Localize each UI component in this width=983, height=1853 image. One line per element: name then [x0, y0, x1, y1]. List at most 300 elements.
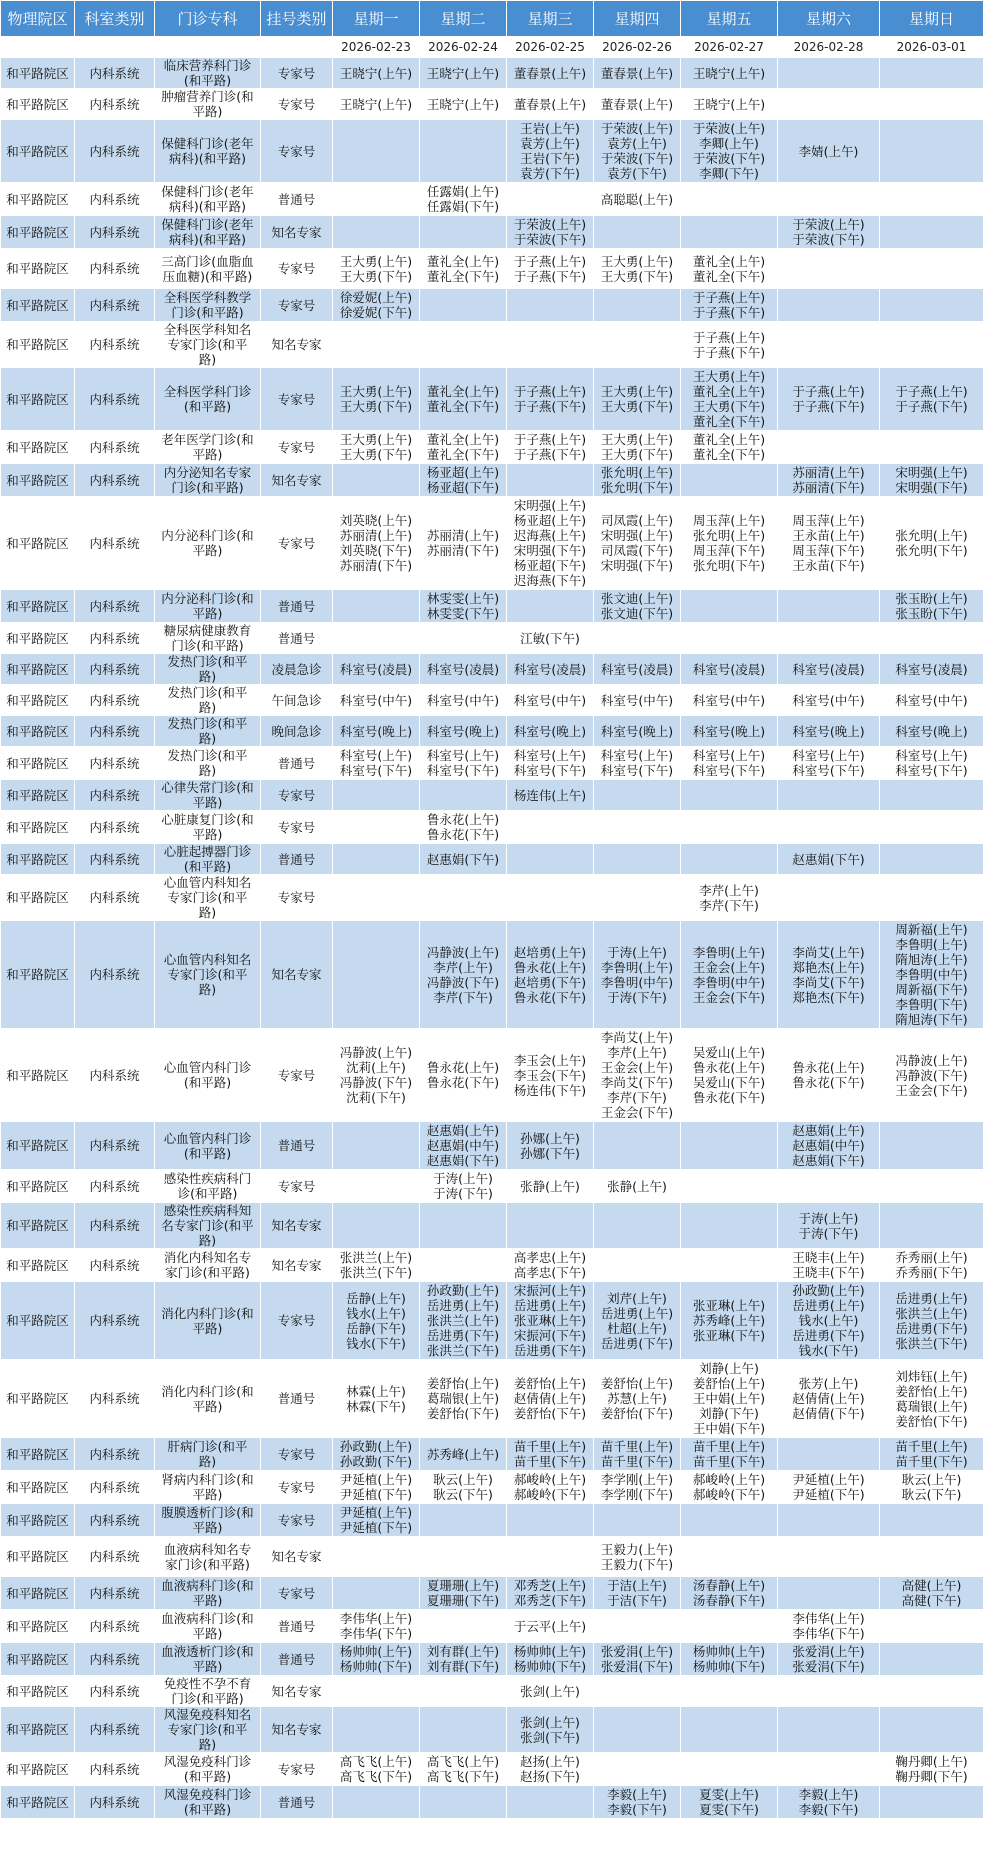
doctor-slot: 李尚艾(下午)	[792, 974, 865, 990]
schedule-cell-thursday	[594, 844, 681, 875]
doctor-slot: 于云平(上午)	[513, 1618, 587, 1634]
reg-type-cell: 专家号	[261, 497, 333, 590]
schedule-cell-tuesday	[420, 464, 507, 497]
schedule-cell-thursday	[594, 368, 681, 431]
schedule-cell-sunday	[880, 58, 983, 89]
schedule-cell-saturday	[778, 780, 880, 811]
schedule-cell-wednesday	[507, 1504, 594, 1537]
schedule-cell-tuesday	[420, 1676, 507, 1707]
doctor-slot: 林雯雯(上午)	[426, 591, 500, 606]
doctor-slot: 于涛(上午)	[607, 944, 667, 960]
doctor-slot: 张允明(下午)	[600, 480, 674, 495]
table-row	[1, 1122, 983, 1170]
schedule-cell-sunday	[880, 780, 983, 811]
campus-cell: 和平路院区	[1, 1504, 75, 1537]
doctor-slot: 于子燕(下午)	[513, 447, 587, 462]
reg-type-cell: 普通号	[261, 1786, 333, 1819]
doctor-slot: 赵惠娟(下午)	[426, 851, 500, 867]
doctor-slot: 姜舒怡(上午)	[426, 1376, 500, 1391]
doctor-slot: 张洪兰(下午)	[426, 1343, 500, 1358]
schedule-cell-friday	[681, 183, 778, 216]
reg-type-cell: 专家号	[261, 1282, 333, 1360]
schedule-cell-saturday	[778, 590, 880, 623]
doctor-slot: 尹延植(上午)	[792, 1472, 865, 1487]
service-cell: 心血管内科门诊(和平路)	[155, 1029, 261, 1122]
schedule-cell-wednesday	[507, 1610, 594, 1643]
campus-cell: 和平路院区	[1, 1643, 75, 1676]
doctor-slot: 李芹(上午)	[699, 882, 759, 898]
campus-cell: 和平路院区	[1, 1610, 75, 1643]
schedule-cell-wednesday	[507, 1203, 594, 1249]
schedule-cell-sunday	[880, 1707, 983, 1753]
schedule-cell-saturday	[778, 623, 880, 654]
doctor-slot: 李学刚(下午)	[600, 1487, 674, 1502]
date-row	[1, 37, 983, 58]
date-blank	[155, 37, 261, 58]
doctor-slot: 高孝忠(上午)	[513, 1250, 587, 1265]
doctor-slot: 于子燕(下午)	[792, 399, 865, 414]
schedule-cell-tuesday	[420, 497, 507, 590]
doctor-slot: 王晓宁(上午)	[339, 65, 413, 81]
schedule-cell-sunday	[880, 875, 983, 921]
doctor-slot: 科室号(中午)	[600, 692, 674, 708]
schedule-cell-saturday	[778, 464, 880, 497]
schedule-cell-saturday	[778, 1504, 880, 1537]
campus-cell: 和平路院区	[1, 780, 75, 811]
schedule-cell-saturday	[778, 875, 880, 921]
schedule-cell-friday	[681, 249, 778, 289]
table-row	[1, 1577, 983, 1610]
schedule-cell-wednesday	[507, 1360, 594, 1438]
doctor-slot: 于子燕(上午)	[513, 384, 587, 399]
service-cell: 内分泌科门诊(和平路)	[155, 590, 261, 623]
campus-cell: 和平路院区	[1, 1170, 75, 1203]
schedule-cell-wednesday	[507, 1122, 594, 1170]
category-cell: 内科系统	[75, 249, 155, 289]
doctor-slot: 张洪兰(下午)	[895, 1335, 968, 1351]
schedule-cell-wednesday	[507, 1170, 594, 1203]
doctor-slot: 科室号(凌晨)	[895, 661, 968, 677]
doctor-slot: 乔秀丽(下午)	[895, 1265, 968, 1280]
schedule-cell-tuesday	[420, 747, 507, 780]
reg-type-cell: 专家号	[261, 1577, 333, 1610]
date-wednesday: 2026-02-25	[507, 37, 594, 58]
date-monday: 2026-02-23	[333, 37, 420, 58]
doctor-slot: 王永苗(上午)	[792, 528, 865, 543]
schedule-cell-tuesday	[420, 431, 507, 464]
schedule-cell-sunday	[880, 1122, 983, 1170]
category-cell: 内科系统	[75, 623, 155, 654]
doctor-slot: 鞠丹卿(上午)	[895, 1754, 968, 1769]
schedule-cell-wednesday	[507, 1707, 594, 1753]
schedule-cell-thursday	[594, 1753, 681, 1786]
table-row	[1, 216, 983, 249]
schedule-cell-saturday	[778, 1610, 880, 1643]
reg-type-cell: 普通号	[261, 623, 333, 654]
schedule-cell-thursday	[594, 623, 681, 654]
doctor-slot: 李芹(下午)	[607, 1090, 667, 1105]
doctor-slot: 徐爱妮(下午)	[339, 305, 413, 320]
schedule-cell-monday	[333, 590, 420, 623]
doctor-slot: 赵惠娟(下午)	[792, 851, 865, 867]
doctor-slot: 李芹(下午)	[699, 897, 759, 913]
schedule-cell-tuesday	[420, 322, 507, 368]
doctor-slot: 林雯雯(下午)	[426, 606, 500, 621]
campus-cell: 和平路院区	[1, 685, 75, 716]
table-row	[1, 1707, 983, 1753]
schedule-cell-wednesday	[507, 1786, 594, 1819]
schedule-cell-friday	[681, 1610, 778, 1643]
doctor-slot: 高飞飞(下午)	[339, 1769, 413, 1784]
doctor-slot: 苏慧(上午)	[607, 1391, 667, 1406]
schedule-cell-wednesday	[507, 497, 594, 590]
reg-type-cell: 专家号	[261, 1029, 333, 1122]
doctor-slot: 科室号(中午)	[513, 692, 587, 708]
doctor-slot: 夏雯(下午)	[699, 1802, 759, 1817]
schedule-cell-wednesday	[507, 844, 594, 875]
doctor-slot: 王金会(下午)	[600, 1105, 674, 1120]
doctor-slot: 苗千里(上午)	[600, 1439, 674, 1454]
service-cell: 风湿免疫科门诊(和平路)	[155, 1786, 261, 1819]
doctor-slot: 徐爱妮(上午)	[339, 290, 413, 305]
doctor-slot: 高健(下午)	[901, 1593, 962, 1608]
table-row	[1, 249, 983, 289]
schedule-cell-friday	[681, 716, 778, 747]
doctor-slot: 科室号(中午)	[692, 692, 766, 708]
service-cell: 三高门诊(血脂血压血糖)(和平路)	[155, 249, 261, 289]
doctor-slot: 李婧(上午)	[798, 143, 859, 159]
doctor-slot: 赵惠娟(上午)	[792, 1123, 865, 1138]
doctor-slot: 赵倩倩(上午)	[513, 1391, 587, 1406]
category-cell: 内科系统	[75, 497, 155, 590]
doctor-slot: 岳进勇(下午)	[600, 1335, 674, 1351]
header-saturday: 星期六	[778, 1, 880, 37]
doctor-slot: 董礼全(下午)	[426, 268, 500, 284]
schedule-cell-saturday	[778, 289, 880, 322]
category-cell: 内科系统	[75, 464, 155, 497]
campus-cell: 和平路院区	[1, 58, 75, 89]
campus-cell: 和平路院区	[1, 89, 75, 120]
doctor-slot: 张静(上午)	[607, 1178, 667, 1194]
doctor-slot: 李鲁明(中午)	[692, 974, 766, 990]
doctor-slot: 王大勇(上午)	[339, 384, 413, 399]
reg-type-cell: 专家号	[261, 811, 333, 844]
doctor-slot: 张亚琳(上午)	[513, 1313, 587, 1328]
doctor-slot: 钱水(下午)	[798, 1343, 859, 1358]
doctor-slot: 董礼全(下午)	[426, 447, 500, 462]
service-cell: 心血管内科门诊(和平路)	[155, 1122, 261, 1170]
doctor-slot: 尹延植(上午)	[339, 1505, 413, 1520]
doctor-slot: 鲁永花(上午)	[426, 812, 500, 827]
schedule-cell-saturday	[778, 1676, 880, 1707]
schedule-cell-sunday	[880, 1360, 983, 1438]
doctor-slot: 杜超(上午)	[607, 1320, 667, 1336]
schedule-cell-wednesday	[507, 89, 594, 120]
doctor-slot: 李伟华(上午)	[792, 1611, 865, 1626]
doctor-slot: 袁芳(下午)	[607, 166, 667, 181]
schedule-cell-sunday	[880, 716, 983, 747]
schedule-cell-friday	[681, 811, 778, 844]
schedule-cell-thursday	[594, 780, 681, 811]
doctor-slot: 李鲁明(上午)	[692, 944, 766, 960]
schedule-cell-monday	[333, 780, 420, 811]
doctor-slot: 于子燕(上午)	[792, 384, 865, 399]
schedule-cell-thursday	[594, 431, 681, 464]
category-cell: 内科系统	[75, 58, 155, 89]
doctor-slot: 张亚琳(下午)	[692, 1328, 766, 1343]
doctor-slot: 孙娜(下午)	[520, 1145, 580, 1161]
doctor-slot: 夏珊珊(下午)	[426, 1593, 500, 1608]
schedule-cell-sunday	[880, 497, 983, 590]
doctor-slot: 于涛(下午)	[798, 1225, 859, 1241]
doctor-slot: 科室号(上午)	[792, 748, 865, 763]
table-row	[1, 1471, 983, 1504]
doctor-slot: 张允明(上午)	[895, 528, 968, 543]
schedule-cell-wednesday	[507, 1676, 594, 1707]
schedule-cell-tuesday	[420, 811, 507, 844]
reg-type-cell: 普通号	[261, 1643, 333, 1676]
schedule-cell-thursday	[594, 249, 681, 289]
schedule-cell-monday	[333, 89, 420, 120]
schedule-cell-wednesday	[507, 183, 594, 216]
schedule-cell-tuesday	[420, 1249, 507, 1282]
schedule-cell-wednesday	[507, 811, 594, 844]
doctor-slot: 钱水(上午)	[798, 1313, 859, 1328]
doctor-slot: 李芹(上午)	[607, 1045, 667, 1060]
doctor-slot: 于荣波(上午)	[600, 121, 674, 136]
service-cell: 老年医学门诊(和平路)	[155, 431, 261, 464]
doctor-slot: 科室号(上午)	[692, 748, 766, 763]
schedule-cell-wednesday	[507, 590, 594, 623]
reg-type-cell: 普通号	[261, 1122, 333, 1170]
schedule-cell-saturday	[778, 431, 880, 464]
reg-type-cell: 专家号	[261, 249, 333, 289]
category-cell: 内科系统	[75, 1676, 155, 1707]
schedule-cell-wednesday	[507, 780, 594, 811]
doctor-slot: 科室号(上午)	[339, 748, 413, 763]
table-row	[1, 58, 983, 89]
doctor-slot: 科室号(下午)	[426, 763, 500, 778]
table-row	[1, 1438, 983, 1471]
schedule-cell-thursday	[594, 654, 681, 685]
doctor-slot: 于子燕(下午)	[513, 268, 587, 284]
schedule-cell-monday	[333, 685, 420, 716]
doctor-slot: 张爱涓(上午)	[600, 1644, 674, 1659]
doctor-slot: 宋振河(上午)	[513, 1283, 587, 1298]
reg-type-cell: 专家号	[261, 1438, 333, 1471]
doctor-slot: 张静(上午)	[520, 1178, 580, 1194]
schedule-cell-wednesday	[507, 921, 594, 1029]
doctor-slot: 宋明强(下午)	[895, 480, 968, 495]
schedule-cell-tuesday	[420, 289, 507, 322]
schedule-cell-tuesday	[420, 654, 507, 685]
schedule-cell-thursday	[594, 322, 681, 368]
category-cell: 内科系统	[75, 1577, 155, 1610]
category-cell: 内科系统	[75, 1643, 155, 1676]
reg-type-cell: 晚间急诊	[261, 716, 333, 747]
date-blank	[1, 37, 75, 58]
campus-cell: 和平路院区	[1, 623, 75, 654]
schedule-cell-friday	[681, 1122, 778, 1170]
schedule-cell-thursday	[594, 875, 681, 921]
doctor-slot: 科室号(中午)	[792, 692, 865, 708]
category-cell: 内科系统	[75, 216, 155, 249]
campus-cell: 和平路院区	[1, 1122, 75, 1170]
service-cell: 糖尿病健康教育门诊(和平路)	[155, 623, 261, 654]
schedule-cell-monday	[333, 431, 420, 464]
table-row	[1, 921, 983, 1029]
doctor-slot: 于涛(下午)	[607, 989, 667, 1005]
reg-type-cell: 专家号	[261, 1504, 333, 1537]
service-cell: 血液透析门诊(和平路)	[155, 1643, 261, 1676]
schedule-cell-saturday	[778, 1438, 880, 1471]
doctor-slot: 于荣波(下午)	[600, 151, 674, 166]
schedule-cell-saturday	[778, 921, 880, 1029]
schedule-cell-sunday	[880, 431, 983, 464]
schedule-cell-tuesday	[420, 1282, 507, 1360]
schedule-cell-thursday	[594, 1360, 681, 1438]
doctor-slot: 姜舒怡(下午)	[513, 1406, 587, 1421]
doctor-slot: 耿云(上午)	[433, 1472, 493, 1487]
schedule-cell-friday	[681, 1577, 778, 1610]
schedule-cell-thursday	[594, 464, 681, 497]
doctor-slot: 耿云(下午)	[433, 1487, 493, 1502]
schedule-cell-tuesday	[420, 368, 507, 431]
service-cell: 发热门诊(和平路)	[155, 747, 261, 780]
campus-cell: 和平路院区	[1, 289, 75, 322]
table-row	[1, 89, 983, 120]
campus-cell: 和平路院区	[1, 811, 75, 844]
table-row	[1, 431, 983, 464]
schedule-cell-saturday	[778, 716, 880, 747]
reg-type-cell: 专家号	[261, 1753, 333, 1786]
service-cell: 感染性疾病科门诊(和平路)	[155, 1170, 261, 1203]
campus-cell: 和平路院区	[1, 921, 75, 1029]
service-cell: 内分泌知名专家门诊(和平路)	[155, 464, 261, 497]
doctor-slot: 赵扬(上午)	[520, 1754, 580, 1769]
schedule-cell-monday	[333, 1707, 420, 1753]
schedule-cell-friday	[681, 1360, 778, 1438]
doctor-slot: 于荣波(下午)	[792, 232, 865, 247]
doctor-slot: 冯静波(下午)	[426, 974, 500, 990]
doctor-slot: 董礼全(上午)	[692, 253, 766, 269]
doctor-slot: 王大勇(下午)	[339, 268, 413, 284]
doctor-slot: 王大勇(下午)	[600, 447, 674, 462]
schedule-cell-sunday	[880, 1438, 983, 1471]
doctor-slot: 鲁永花(上午)	[426, 1060, 500, 1075]
doctor-slot: 董礼全(下午)	[692, 447, 766, 462]
schedule-cell-tuesday	[420, 1170, 507, 1203]
date-tuesday: 2026-02-24	[420, 37, 507, 58]
schedule-cell-tuesday	[420, 216, 507, 249]
schedule-cell-friday	[681, 921, 778, 1029]
schedule-cell-monday	[333, 1537, 420, 1577]
table-row	[1, 811, 983, 844]
schedule-cell-monday	[333, 1360, 420, 1438]
service-cell: 全科医学科门诊(和平路)	[155, 368, 261, 431]
reg-type-cell: 专家号	[261, 120, 333, 183]
category-cell: 内科系统	[75, 1610, 155, 1643]
schedule-cell-friday	[681, 497, 778, 590]
doctor-slot: 张洪兰(上午)	[339, 1250, 413, 1265]
doctor-slot: 张文迪(下午)	[600, 606, 674, 621]
schedule-cell-thursday	[594, 1643, 681, 1676]
category-cell: 内科系统	[75, 322, 155, 368]
schedule-cell-monday	[333, 464, 420, 497]
doctor-slot: 郝峻岭(上午)	[513, 1472, 587, 1487]
doctor-slot: 吴爱山(下午)	[692, 1075, 766, 1090]
schedule-cell-friday	[681, 1282, 778, 1360]
campus-cell: 和平路院区	[1, 1707, 75, 1753]
doctor-slot: 李毅(上午)	[798, 1787, 859, 1802]
schedule-cell-tuesday	[420, 1122, 507, 1170]
doctor-slot: 苏丽清(下午)	[792, 480, 865, 495]
schedule-cell-sunday	[880, 1504, 983, 1537]
doctor-slot: 郝峻岭(下午)	[692, 1487, 766, 1502]
doctor-slot: 汤春静(下午)	[692, 1593, 766, 1608]
schedule-cell-wednesday	[507, 289, 594, 322]
doctor-slot: 鲁永花(下午)	[792, 1075, 865, 1090]
doctor-slot: 科室号(上午)	[600, 748, 674, 763]
doctor-slot: 苏丽清(下午)	[426, 543, 500, 558]
schedule-cell-sunday	[880, 1471, 983, 1504]
doctor-slot: 岳进勇(下午)	[792, 1328, 865, 1343]
doctor-slot: 王大勇(下午)	[339, 447, 413, 462]
doctor-slot: 王岩(上午)	[520, 121, 580, 136]
doctor-slot: 岳进勇(上午)	[600, 1305, 674, 1321]
category-cell: 内科系统	[75, 1249, 155, 1282]
category-cell: 内科系统	[75, 1122, 155, 1170]
table-row	[1, 1504, 983, 1537]
header-friday: 星期五	[681, 1, 778, 37]
campus-cell: 和平路院区	[1, 120, 75, 183]
schedule-cell-tuesday	[420, 183, 507, 216]
schedule-cell-wednesday	[507, 1471, 594, 1504]
doctor-slot: 尹延植(下午)	[339, 1487, 413, 1502]
schedule-cell-saturday	[778, 685, 880, 716]
schedule-cell-sunday	[880, 1537, 983, 1577]
doctor-slot: 姜舒怡(上午)	[513, 1376, 587, 1391]
service-cell: 心血管内科知名专家门诊(和平路)	[155, 875, 261, 921]
schedule-cell-sunday	[880, 1282, 983, 1360]
doctor-slot: 姜舒怡(下午)	[600, 1406, 674, 1421]
schedule-cell-monday	[333, 249, 420, 289]
doctor-slot: 王永苗(下午)	[792, 558, 865, 573]
doctor-slot: 袁芳(上午)	[520, 136, 580, 151]
reg-type-cell: 普通号	[261, 747, 333, 780]
doctor-slot: 岳进勇(上午)	[513, 1298, 587, 1313]
campus-cell: 和平路院区	[1, 497, 75, 590]
doctor-slot: 董礼全(上午)	[426, 384, 500, 399]
doctor-slot: 李芹(下午)	[433, 989, 493, 1005]
schedule-cell-tuesday	[420, 1471, 507, 1504]
schedule-cell-saturday	[778, 811, 880, 844]
schedule-cell-tuesday	[420, 844, 507, 875]
doctor-slot: 董春景(上午)	[600, 96, 674, 112]
schedule-cell-saturday	[778, 1170, 880, 1203]
doctor-slot: 张允明(下午)	[895, 543, 968, 558]
schedule-cell-friday	[681, 1029, 778, 1122]
doctor-slot: 科室号(上午)	[895, 748, 968, 763]
schedule-cell-sunday	[880, 1029, 983, 1122]
schedule-cell-saturday	[778, 322, 880, 368]
category-cell: 内科系统	[75, 921, 155, 1029]
doctor-slot: 孙政勤(上午)	[339, 1439, 413, 1454]
doctor-slot: 王毅力(上午)	[600, 1541, 674, 1557]
schedule-cell-sunday	[880, 1170, 983, 1203]
doctor-slot: 尹延植(下午)	[792, 1487, 865, 1502]
schedule-cell-thursday	[594, 1122, 681, 1170]
